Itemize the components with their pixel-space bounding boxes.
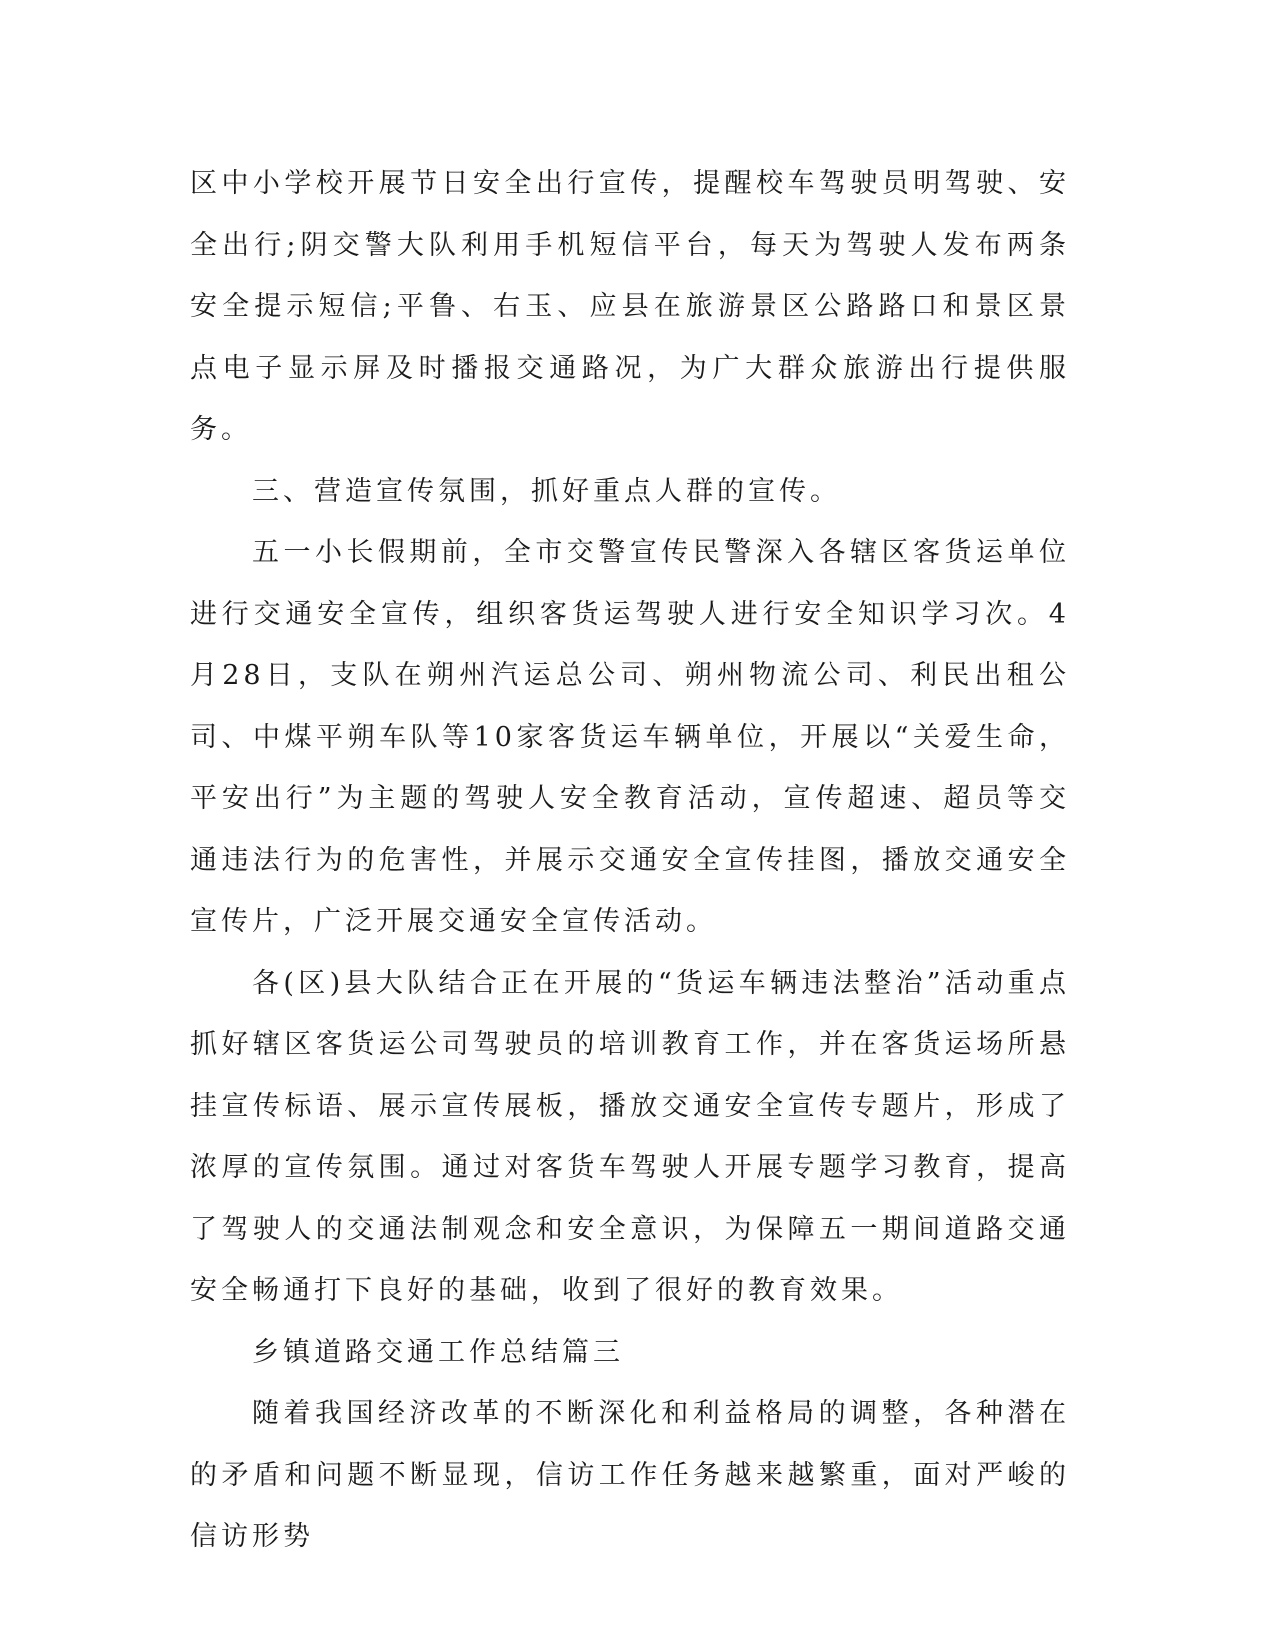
section-heading-three: 三、营造宣传氛围，抓好重点人群的宣传。 bbox=[252, 475, 841, 507]
document-body bbox=[190, 153, 1070, 1568]
paragraph-may-day-publicity: 五一小长假期前，全市交警宣传民警深入各辖区客货运单位进行交通安全宣传，组织客货运驾驶人进行安全知识学习次。4月28日，支队在朔州汽运总公司、朔州物流公司、利民出租公司、中煤平朔车队等10家客货运车辆单位，开展以“关爱生命，平安出行”为主题的驾驶人安全教育活动，宣传超速、超员等交通违法行为的危害性，并展示交通安全宣传挂图，播放交通安全宣传片，广泛开展交通安全宣传活动。 bbox=[190, 537, 1070, 937]
paragraph-intro-continuation: 区中小学校开展节日安全出行宣传，提醒校车驾驶员明驾驶、安全出行;阴交警大队利用手机短信平台，每天为驾驶人发布两条安全提示短信;平鲁、右玉、应县在旅游景区公路路口和景区景点电子显示屏及时播报交通路况，为广大群众旅游出行提供服务。 bbox=[190, 168, 1070, 445]
paragraph-county-brigades: 各(区)县大队结合正在开展的“货运车辆违法整治”活动重点抓好辖区客货运公司驾驶员的培训教育工作，并在客货运场所悬挂宣传标语、展示宣传展板，播放交通安全宣传专题片，形成了浓厚的宣传氛围。通过对客货车驾驶人开展专题学习教育，提高了驾驶人的交通法制观念和安全意识，为保障五一期间道路交通安全畅通打下良好的基础，收到了很好的教育效果。 bbox=[190, 967, 1070, 1306]
paragraph-article-three-opening: 随着我国经济改革的不断深化和利益格局的调整，各种潜在的矛盾和问题不断显现，信访工作任务越来越繁重，面对严峻的信访形势 bbox=[190, 1398, 1070, 1552]
article-title-three: 乡镇道路交通工作总结篇三 bbox=[252, 1336, 624, 1368]
